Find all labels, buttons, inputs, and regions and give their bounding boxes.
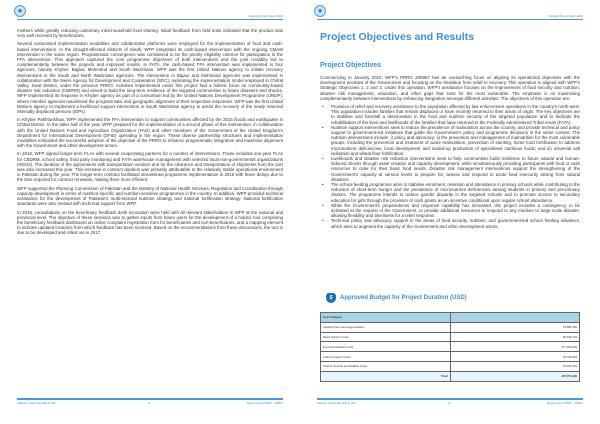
paragraph: Several customised implementation modalities and collaborative platforms were employed for the implementation of food and cash-based interventions. In the drought-affected districts of Sindh, WFP integrated its cash-based intervention with the ongoing CMAM intervention in the same region. Programmatic convergence was considered to be the priority eligibility criterion for participation in the FFA intervention. This approach captured the core programme objectives of both interventions and the joint modality led to complementarity between the projects and improved results. In FATA, the cash-based FFA intervention was implemented in four agencies, namely Khyber, Bajaur, Mohmand and South Waziristan. WFP was the first United Nations agency to initiate recovery interventions in the South and North Waziristan agencies. The intervention in Bajaur and Mohmand agencies was implemented in collaboration with the Swiss Agency for Development and Cooperation (SDC), replicating the implementation model employed in Chitral Valley, Swat District, under the previous PRRO. Activities implemented under this project had a holistic focus on community-based disaster risk reduction (CBDRR) and aimed to build the long-term resilience of the targeted communities to future disasters and shocks. WFP implemented its response in Khyber agency as part of a consortium led by the United Nations Development Programme (UNDP), where member agencies maximised the programmatic and geographic alignment of their respective responses. WFP was the first United Nations agency to implement a livelihood support intervention in South Waziristan agency to assist the recovery of the newly returned internally displaced persons (IDPs). (17, 41, 283, 115)
cost-value: 277,009,001 (450, 342, 580, 352)
header-divider (17, 19, 283, 20)
paragraph: mothers while greatly reducing customary intra-household food sharing. Initial feedback from field tests indicated that the product was very well received by beneficiaries. (17, 28, 283, 39)
cost-value: 50,608,794 (450, 332, 580, 342)
table-row (321, 352, 580, 362)
footer-project: Single Country PRRO - 200867 (246, 402, 283, 405)
table-row (321, 361, 580, 371)
paragraph: In 2016, WFP signed longer-term FLAs with several cooperating partners for a number of interventions. These included one-year FLAs for CBDRM, school safety, third party monitoring and FATA warehouse management with selected local non-governmental organizations (NGOs). The duration of the agreements with transportation vendors and for the clearance and transportation of shipments from the port was also increased this year. This increase in contract duration was primarily attributable to the relatively stable operational environment in Pakistan during the year. The longer-term contract facilitated streamlined programme implementation in 2016 with fewer delays due to the time required for contract renewals, making them more efficient. (17, 151, 283, 183)
page-title: Project Objectives and Results (320, 31, 475, 43)
right-body (320, 75, 580, 229)
header-report-title: Standard Project Report 2016 (248, 15, 283, 18)
total-label: Total (321, 371, 451, 381)
cost-value: 79,462,203 (450, 361, 580, 371)
budget-heading (326, 293, 467, 303)
column-header: Cost Category (321, 313, 451, 323)
money-bag-icon: $ (326, 293, 336, 303)
objectives-list (320, 104, 580, 229)
column-header-empty (450, 313, 580, 323)
table-row (321, 342, 580, 352)
list-item: • While the Government's preparedness and response capability has increased, this project includes a contingency, to be activated at the request of the Government, to provide additional resources to respond to any medium to large-scale disaster, allowing flexibility and timeliness for a relief response. (320, 203, 580, 219)
footer-divider (17, 398, 283, 400)
header-report-title: Standard Project Report 2016 (548, 15, 583, 18)
wfp-logo-icon: ◉ (14, 5, 26, 17)
footer-project: Single Country PRRO - 200867 (546, 402, 583, 405)
paragraph: WFP supported the Planning Commission of Pakistan and the Ministry of National Health Services, Regulation and Coordination through capacity development in terms of nutrition-specific and nutrition-sensitive programmes in the country. In addition, WFP provided technical assistance for the development of Pakistan's multi-sectoral nutrition strategy and national fortification strategy. National fortification standards were also revised with technical support from WFP. (17, 185, 283, 207)
page-number: 11 (148, 402, 151, 405)
cost-category: Food and Related Costs (321, 342, 451, 352)
cost-value: 39,790,548 (450, 352, 580, 362)
list-item: • Livelihoods and disaster risk reduction interventions seek to help communities build resilience to future natural and human-induced shocks through asset creation and capacity development, while simultaneously providing participants with food or cash resources to cater for their basic food needs. Disaster risk management interventions support the strengthening of the Government's capacity at various levels to prepare for, assess and respond to acute food insecurity arising from natural disasters. (320, 156, 580, 182)
cost-category: Direct Support Costs (321, 332, 451, 342)
budget-table (320, 312, 580, 382)
total-row (321, 371, 580, 381)
page-number: 12 (448, 402, 451, 405)
footer-divider (317, 398, 583, 400)
header-divider (317, 19, 583, 20)
left-body (17, 28, 283, 239)
paragraph: In Khyber Pakhtunkhwa, WFP implemented the FFA intervention to support communities affected by the 2015 floods and earthquake in Chitral District. In the latter half of the year, WFP prepared for the implementation of a second phase of this intervention, in collaboration with the United Nations Food and Agriculture Organization (FAO) and other members of the Government of the United Kingdom's Department for International Development (DFID) operating in the region. These diverse partnership structures and implementation modalities embodied the successful adoption of the objective of the PRRO to enhance programmatic integration and maximise alignment with the Government and other development actors. (17, 117, 283, 149)
cost-value: 23,881,050 (450, 322, 580, 332)
cost-category: Cash & Voucher and Related Costs (321, 361, 451, 371)
table-header-row (321, 313, 580, 323)
list-item: • The school feeding programme aims to stabilise enrolment, retention and attendance in primary schools while contributing to the reduction of short-term hunger and the prevalence of micronutrient deficiencies among students in primary and pre-primary classes. The programme intends to reduce gender disparity in the targeted schools and to promote access to secondary education for girls through the provision of cash grants as an incentive conditional upon regular school attendance. (320, 182, 580, 203)
section-title: Project Objectives (320, 62, 382, 69)
list-item: • Technical policy and advocacy support in the areas of food security, nutrition, and government-led school feeding initiatives, which aims to augment the capacity of the Government and other development actors. (320, 218, 580, 228)
cost-category: Capacity Dev.t and Augmentation (321, 322, 451, 332)
total-value: 470,751,596 (450, 371, 580, 381)
intro-paragraph: Commencing in January 2016, WFP's PRRO 200867 has an overarching focus on aligning its operational objectives with the development priorities of the Government and focusing on the transition from relief to recovery. This operation is aligned with WFP's Strategic Objectives 1, 2 and 3. Under this operation, WFP's assistance focuses on the improvement of food security and nutrition, disaster risk management, education, and other gaps that exist for the most vulnerable. The emphasis is on maximising complementarity between interventions by enhancing integration amongst different activities. The objectives of this operation are: (320, 75, 580, 101)
cost-category: Indirect Support Costs (321, 352, 451, 362)
footer-country: Pakistan, Islamic Republic of (PK) (317, 402, 357, 405)
paragraph: In 2016, consultations on the beneficiary feedback desk innovation were held with all relevant stakeholders in WFP at the national and provincial level. The objective of these sessions was to gather inputs from future users for the development of a holistic tool comprising the beneficiary feedback dashboard an online complaint registration form for beneficiaries and non-beneficiaries, and a mapping element to indicate updated locations from which feedback has been received. Based on the recommendations from these discussions, the tool is due to be developed and rolled out in 2017. (17, 209, 283, 236)
list-item: • Nutrition support interventions seek to reduce the prevalence of malnutrition across the country, and provide technical and policy support to government-led initiatives that guide the Government's policy and programme decisions in the same context. The nutrition interventions include: i) policy and advocacy; ii) the prevention and management of malnutrition for the most vulnerable groups, including the prevention and treatment of acute malnutrition, prevention of stunting, home food fortification to address micronutrient deficiencies, local development and scaled-up production of specialised nutritious foods; and iii) universal salt iodisation and wheat flour fortification. (320, 125, 580, 156)
table-row (321, 332, 580, 342)
footer-country: Pakistan, Islamic Republic of (PK) (17, 402, 57, 405)
table-row (321, 322, 580, 332)
list-item: • Provision of relief and recovery assistance to the population affected by law enforcement operations in the country's north-west. This population includes families that remain displaced or have recently returned to their areas of origin. The key objectives are to stabilise and forestall a deterioration in the food and nutrition security of the targeted population and to facilitate the rehabilitation of the lives and livelihoods of the families that have returned to the Federally Administered Tribal Areas (FATA). (320, 104, 580, 125)
right-page (300, 0, 600, 424)
budget-title: Approved Budget for Project Duration (USD) (340, 295, 467, 301)
wfp-logo-icon: ◉ (314, 5, 326, 17)
